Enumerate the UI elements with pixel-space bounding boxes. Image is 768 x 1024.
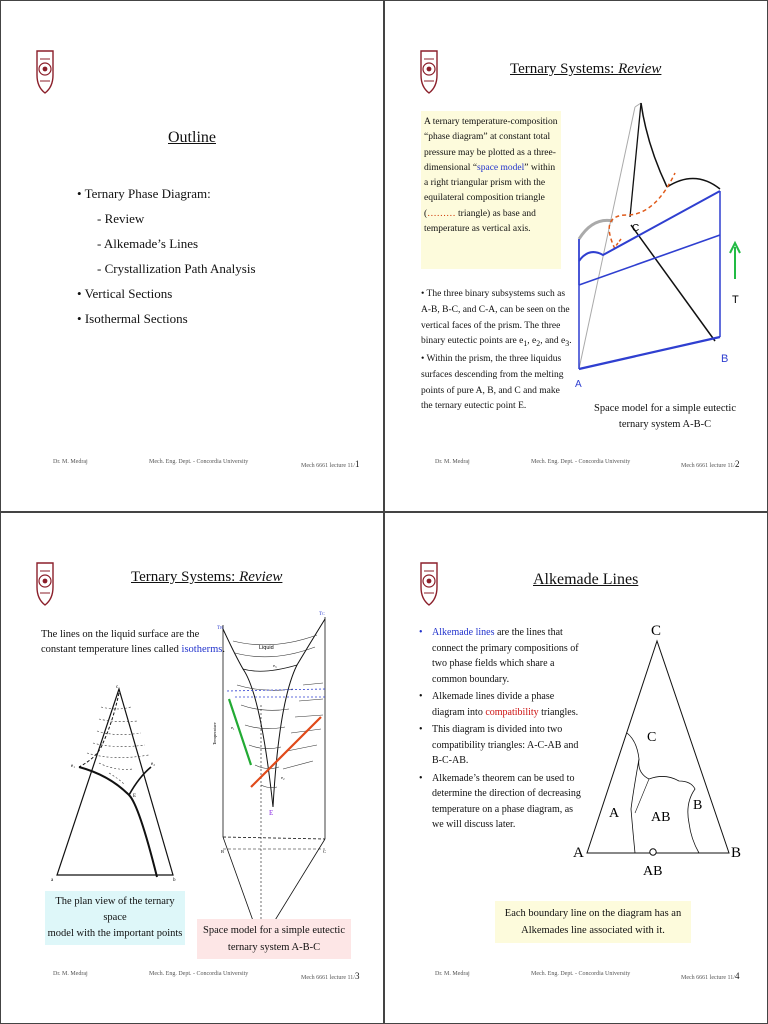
vertex-label-c: C — [651, 623, 662, 639]
bullet-text: • The three binary subsystems such as A-B, B-C, and C-A, can be seen on the vertical faces of the prism. The three binary eutectic points are $e_1$, $e_2$, and $e_3$. • Within the prism, the three liquidus surfaces descending from the melting points of pure A, B, and C and make the ternary eutectic point E. — [421, 289, 572, 412]
field-label-a: A — [609, 806, 620, 821]
slide-title: Outline — [168, 129, 216, 146]
page-number: 4 — [734, 971, 740, 981]
axis-label-t: T — [732, 294, 739, 306]
label-e: E — [269, 809, 274, 817]
university-logo — [35, 49, 55, 95]
vertex-label-a: A — [575, 379, 582, 390]
space-model-diagram — [213, 605, 333, 943]
plan-label-b: b — [173, 878, 176, 883]
footer-department: Mech. Eng. Dept. - Concordia University — [149, 971, 249, 977]
definition-box: A ternary temperature-composition “phase diagram” at constant total pressure may be plotted as a three- dimensional “space model” within a right triangular prism with the equilateral composition triangle (……… triangle) as base and temperature as vertical axis. — [421, 111, 561, 269]
plan-label-a: a — [51, 878, 54, 883]
label-c: C — [323, 849, 327, 854]
field-label-ab: AB — [651, 810, 671, 825]
plan-label-e: E — [133, 794, 137, 799]
bullet-item: • Alkemade’s theorem can be used to determine the direction of decreasing temperature on a phase diagram, as we will discuss later. — [419, 772, 581, 830]
dots-term: ……… — [427, 208, 456, 219]
field-label-c: C — [647, 730, 657, 745]
slide-1-outline — [0, 0, 384, 512]
bullet-item: • This diagram is divided into two compatibility triangles: A-C-AB and B-C-AB. — [419, 724, 579, 766]
outline-subitem: - Crystallization Path Analysis — [97, 261, 256, 276]
outline-item: • Ternary Phase Diagram: — [77, 186, 211, 201]
axis-temperature: Temperature — [212, 722, 217, 745]
footer-department: Mech. Eng. Dept. - Concordia University — [531, 459, 631, 465]
slide-title: Ternary Systems: Review — [510, 61, 662, 77]
slide-2-review — [384, 0, 768, 512]
footer-course: Mech 6661 lecture 11/2 — [681, 459, 740, 469]
alkemade-triangle-diagram — [573, 613, 753, 883]
space-model-term: space model — [477, 162, 525, 173]
footer-author: Dr. M. Medraj — [435, 971, 470, 977]
page-number: 2 — [734, 459, 740, 469]
plan-caption-box: The plan view of the ternary space model with the important points — [45, 891, 185, 945]
university-logo — [419, 49, 439, 95]
slide-4-alkemade — [384, 512, 768, 1024]
space-caption-box: Space model for a simple eutectic ternary system A-B-C — [197, 919, 351, 959]
label-liquid: Liquid — [259, 645, 274, 651]
outline-item: • Vertical Sections — [77, 286, 173, 301]
alkemade-term: Alkemade lines — [432, 627, 495, 638]
label-e1: e₁ — [231, 725, 235, 730]
footer-department: Mech. Eng. Dept. - Concordia University — [149, 459, 249, 465]
plan-view-diagram — [53, 681, 183, 881]
vertex-label-a: A — [573, 845, 584, 861]
university-logo — [35, 561, 55, 607]
footer-course: Mech 6661 lecture 11/3 — [301, 971, 360, 981]
field-label-b: B — [693, 798, 703, 813]
space-model-prism-diagram — [575, 97, 755, 397]
footer-author: Dr. M. Medraj — [53, 971, 88, 977]
vertex-label-b: B — [721, 353, 729, 365]
label-e3: e₃ — [273, 663, 277, 668]
vertex-label-c: C — [632, 223, 640, 234]
diagram-caption: Space model for a simple eutectic ternary system A-B-C — [594, 403, 736, 430]
outline-subitem: - Review — [97, 211, 145, 226]
footer-course: Mech 6661 lecture 11/4 — [681, 971, 740, 981]
plan-label-c: c — [116, 685, 119, 690]
label-b: B — [221, 849, 225, 854]
bullet-item: • Alkemade lines divide a phase diagram into compatibility triangles. — [419, 691, 579, 718]
bullet-item: • Alkemade lines are the lines that connect the primary compositions of two phase fields which share a common boundary. — [419, 627, 579, 685]
isotherms-term: isotherms — [181, 644, 223, 655]
footer-author: Dr. M. Medraj — [435, 459, 470, 465]
footer-course: Mech 6661 lecture 11/1 — [301, 459, 360, 469]
boundary-note-box: Each boundary line on the diagram has an Alkemades line associated with it. — [495, 901, 691, 943]
point-label-ab: AB — [643, 864, 663, 879]
plan-label-e1: e₁ — [71, 764, 75, 769]
university-logo — [419, 561, 439, 607]
footer-department: Mech. Eng. Dept. - Concordia University — [531, 971, 631, 977]
page-number: 1 — [354, 459, 360, 469]
label-e2: e₂ — [281, 775, 285, 780]
slide-title: Alkemade Lines — [533, 571, 639, 588]
page-number: 3 — [354, 971, 360, 981]
isotherm-text: The lines on the liquid surface are the constant temperature lines called isotherms. — [41, 629, 225, 655]
slide-title: Ternary Systems: Review — [131, 569, 283, 585]
outline-list — [77, 181, 256, 331]
slide-3-review — [0, 512, 384, 1024]
label-tb: TB — [217, 625, 223, 631]
compatibility-term: compatibility — [485, 706, 539, 718]
outline-item: • Isothermal Sections — [77, 311, 188, 326]
alkemade-bullets — [419, 625, 581, 833]
plan-label-e2: e₂ — [151, 762, 155, 767]
vertex-label-b: B — [731, 845, 742, 861]
outline-subitem: - Alkemade’s Lines — [97, 236, 199, 251]
footer-author: Dr. M. Medraj — [53, 459, 88, 465]
label-tc: TC — [319, 611, 325, 617]
